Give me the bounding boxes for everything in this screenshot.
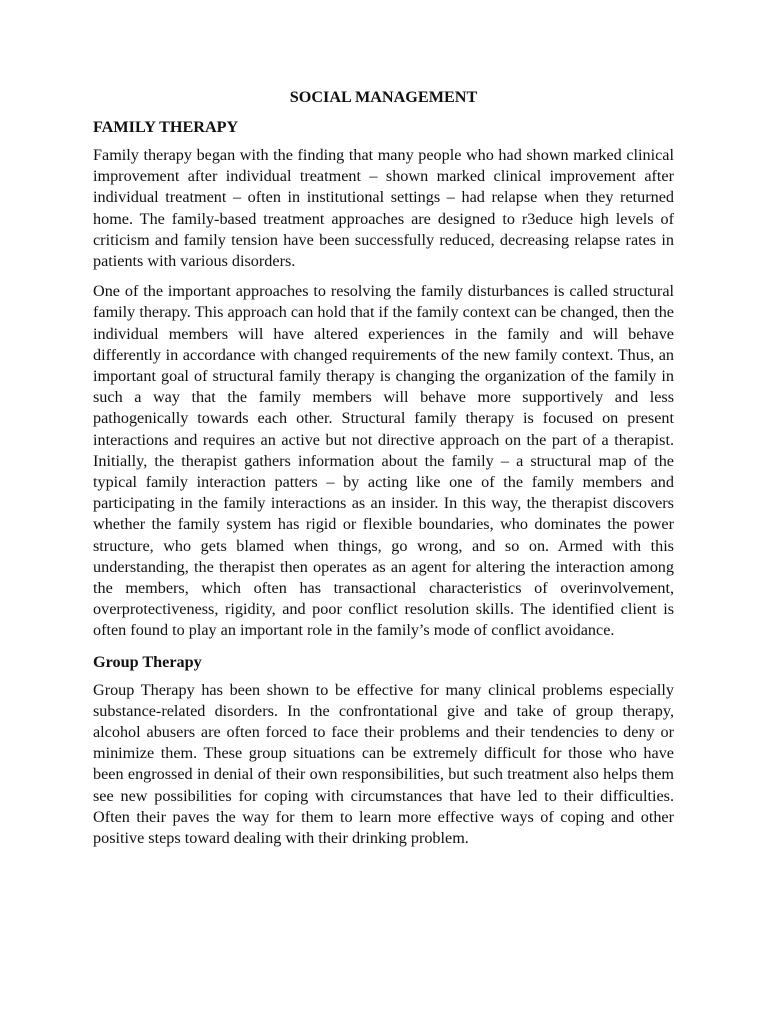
section-heading-group-therapy: Group Therapy bbox=[93, 652, 202, 671]
section-heading-family-therapy: FAMILY THERAPY bbox=[93, 118, 239, 136]
paragraph: One of the important approaches to resolving the family disturbances is called structural family therapy. This approach can hold that if the family context can be changed, then the individual members will have altered experiences in the family and will behave differently in accordance with changed requirements of the new family context. Thus, an important goal of structural family therapy is changing the organization of the family in such a way that the family members will behave more supportively and less pathogenically towards each other. Structural family therapy is focused on present interactions and requires an active but not directive approach on the part of a therapist. Initially, the therapist gathers information about the family – a structural map of the typical family interaction patters – by acting like one of the family members and participating in the family interactions as an insider. In this way, the therapist discovers whether the family system has rigid or flexible boundaries, who dominates the power structure, who gets blamed when things, go wrong, and so on. Armed with this understanding, the therapist then operates as an agent for altering the interaction among the members, which often has transactional characteristics of overinvolvement, overprotectiveness, rigidity, and poor conflict resolution skills. The identified client is often found to play an important role in the family’s mode of conflict avoidance. bbox=[93, 282, 674, 640]
paragraph: Group Therapy has been shown to be effective for many clinical problems especially substance-related disorders. In the confrontational give and take of group therapy, alcohol abusers are often forced to face their problems and their tendencies to deny or minimize them. These group situations can be extremely difficult for those who have been engrossed in denial of their own responsibilities, but such treatment also helps them see new possibilities for coping with circumstances that have led to their difficulties. Often their paves the way for them to learn more effective ways of coping and other positive steps toward dealing with their drinking problem. bbox=[93, 680, 674, 848]
document-title: SOCIAL MANAGEMENT bbox=[289, 88, 478, 106]
document-page bbox=[93, 86, 674, 858]
paragraph: Family therapy began with the finding that many people who had shown marked clinical improvement after individual treatment – shown marked clinical improvement after individual treatment – often in institutional settings – had relapse when they returned home. The family-based treatment approaches are designed to r3educe high levels of criticism and family tension have been successfully reduced, decreasing relapse rates in patients with various disorders. bbox=[93, 146, 674, 271]
